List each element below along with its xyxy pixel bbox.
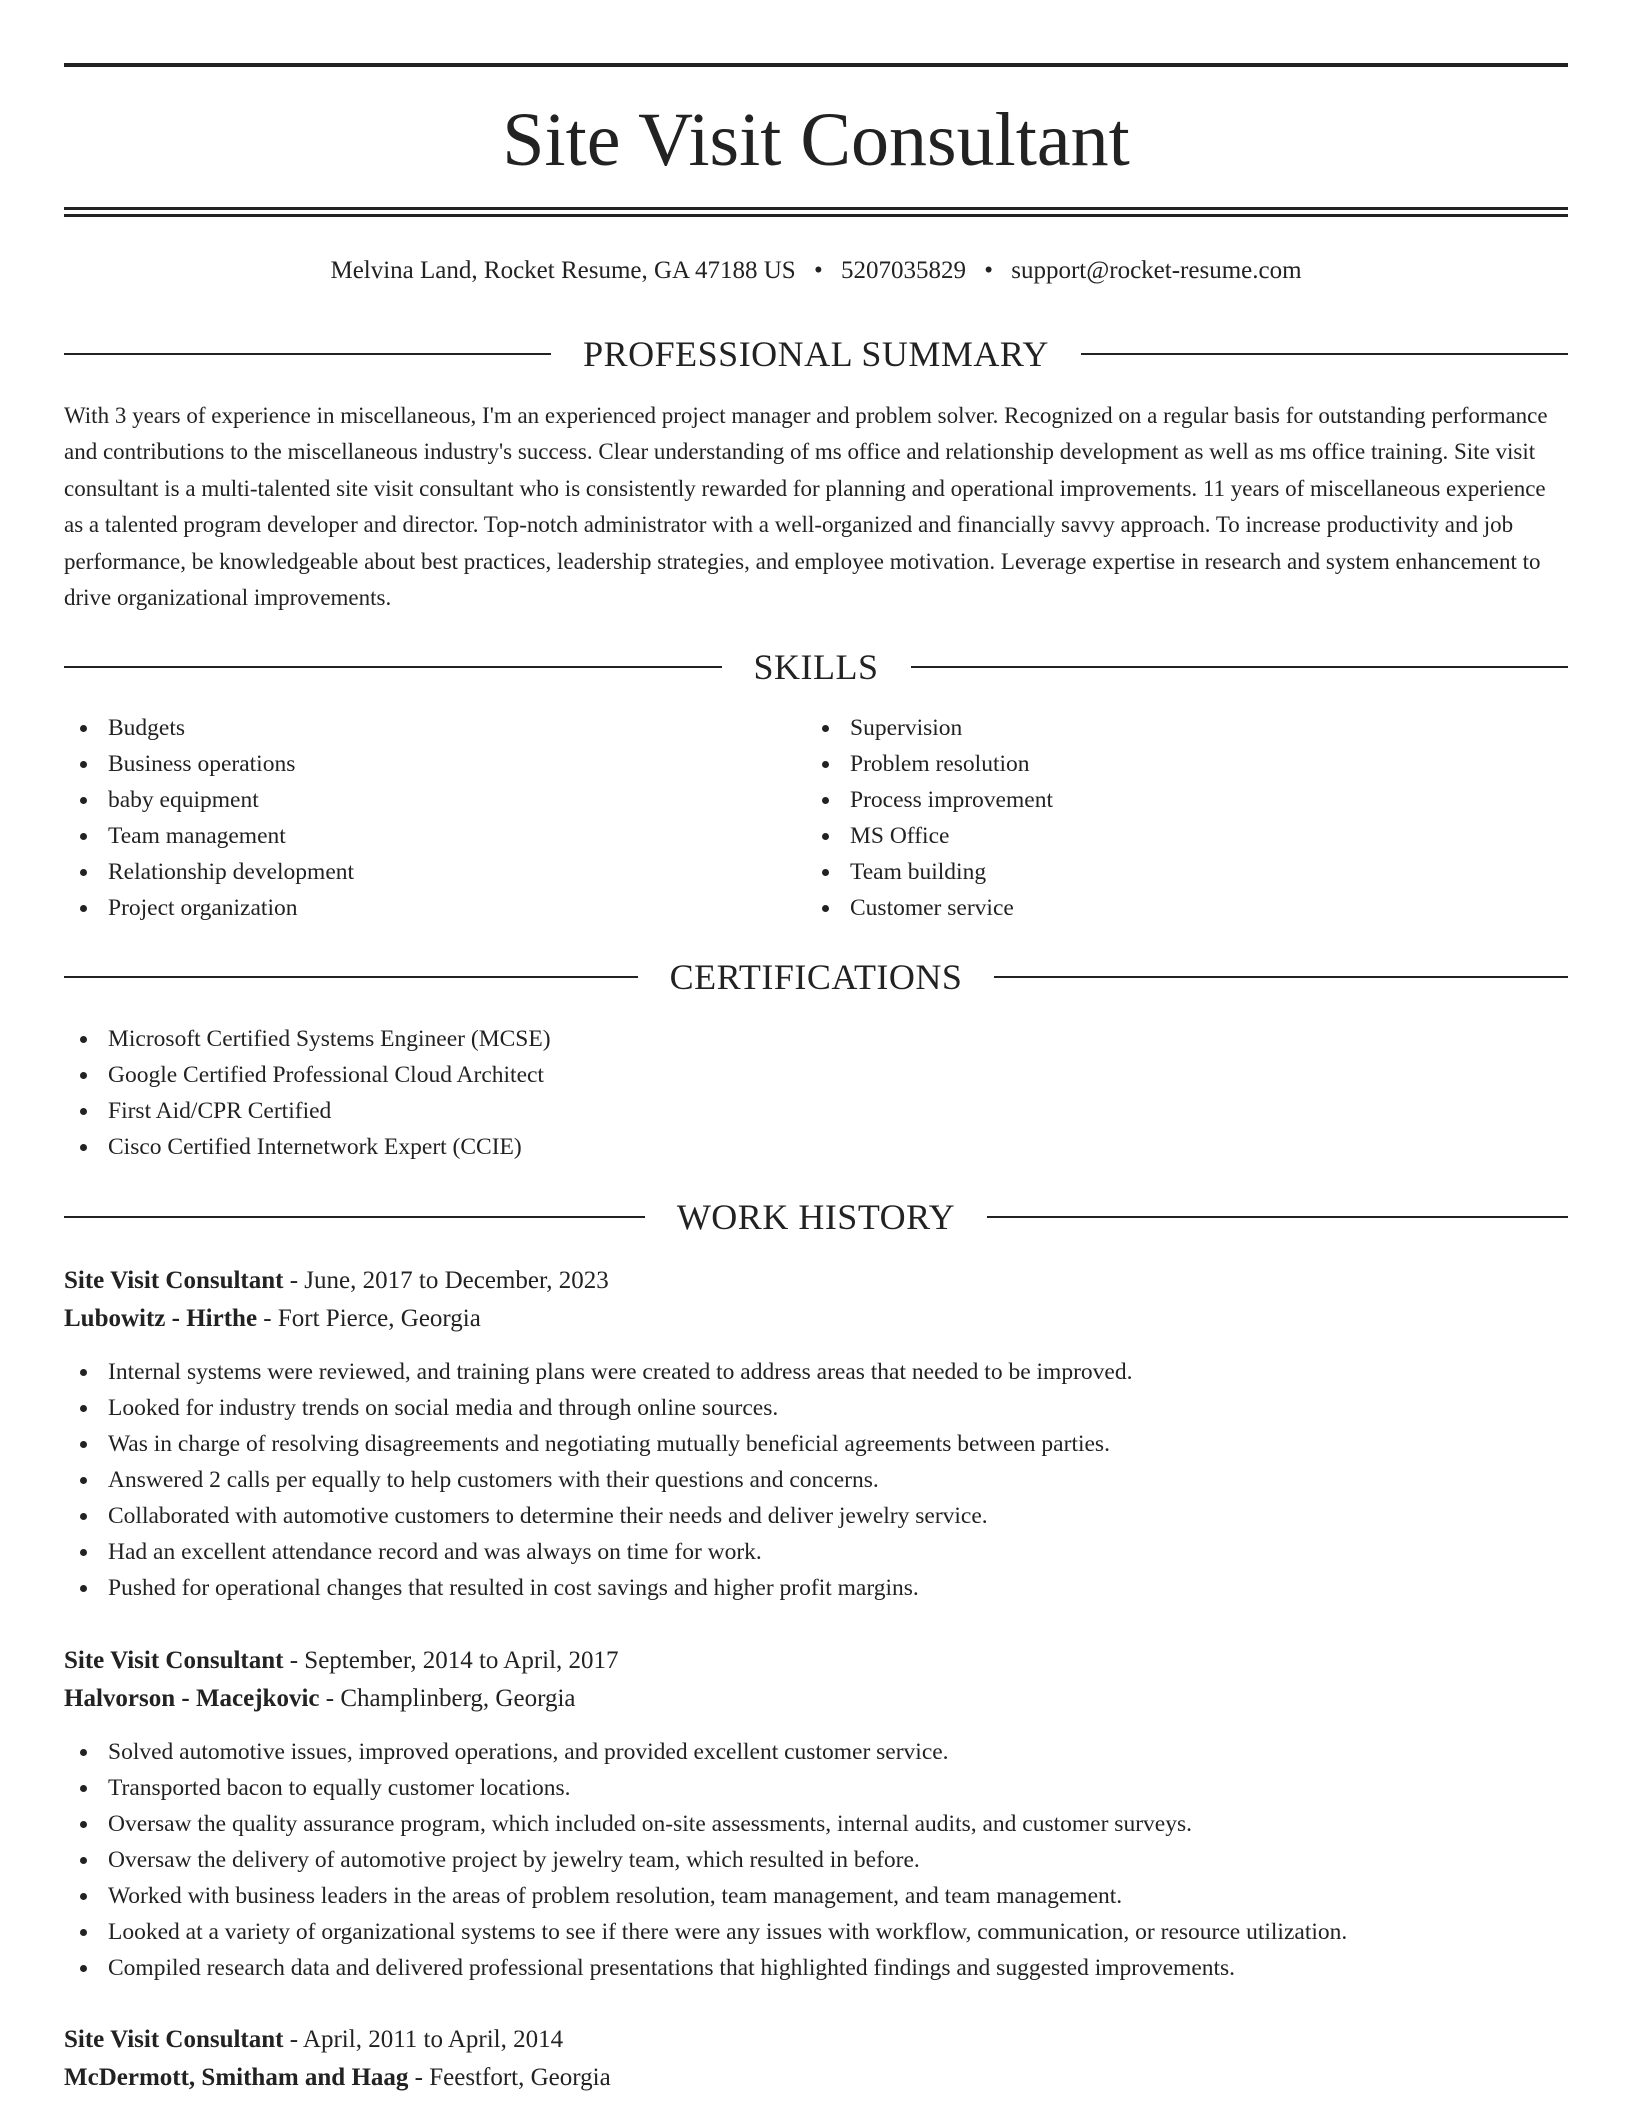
job-title: Site Visit Consultant [64, 2026, 284, 2053]
job-company: McDermott, Smitham and Haag [64, 2064, 409, 2091]
skills-list [64, 710, 1568, 926]
certification-item: First Aid/CPR Certified [64, 1093, 1064, 1129]
job-company-line [64, 1300, 1568, 1338]
job-bullets [64, 1354, 1568, 1606]
skills-column-left [64, 710, 806, 926]
section-rule [64, 353, 551, 355]
job-title-line [64, 1642, 1568, 1680]
section-rule [64, 976, 638, 978]
contact-phone[interactable]: 5207035829 [840, 257, 966, 284]
job-bullet: Worked with business leaders in the areas of problem resolution, team management, and team management. [64, 1878, 1568, 1914]
job-dates: - June, 2017 to December, 2023 [283, 1267, 609, 1294]
job-bullet: Oversaw the delivery of automotive project by jewelry team, which resulted in before. [64, 1842, 1568, 1878]
skills-column-right [806, 710, 1548, 926]
certifications-list [64, 1021, 1064, 1165]
skill-item: baby equipment [64, 782, 806, 818]
section-heading-work-history [64, 1195, 1568, 1239]
section-title: PROFESSIONAL SUMMARY [583, 334, 1049, 374]
contact-separator: • [813, 257, 823, 284]
job-dates: - September, 2014 to April, 2017 [283, 1647, 619, 1674]
skill-item: Team building [806, 854, 1548, 890]
job-title-line [64, 2021, 1568, 2059]
job-bullet: Collaborated with automotive customers to determine their needs and deliver jewelry service. [64, 1498, 1568, 1534]
header-top-rule [64, 63, 1568, 67]
skill-item: Customer service [806, 890, 1548, 926]
job-bullets [64, 1734, 1568, 1986]
job-location: - Feestfort, Georgia [408, 2064, 611, 2091]
job-company: Halvorson - Macejkovic [64, 1685, 320, 1712]
section-rule [994, 976, 1568, 978]
resume-title: Site Visit Consultant [502, 98, 1130, 182]
job-entry [64, 1642, 1568, 1986]
job-title: Site Visit Consultant [64, 1267, 284, 1294]
section-rule [911, 666, 1569, 668]
skill-item: Project organization [64, 890, 806, 926]
skill-item: Process improvement [806, 782, 1548, 818]
summary-paragraph: With 3 years of experience in miscellaneous, I'm an experienced project manager and problem solver. Recognized on a regular basis for outstanding performance and contributions to the miscellaneous industry's success. Clear understanding of ms office and relationship development as well as ms office training. Site visit consultant is a multi-talented site visit consultant who is consistently rewarded for planning and operational improvements. 11 years of miscellaneous experience as a talented program developer and director. Top-notch administrator with a well-organized and financially savvy approach. To increase productivity and job performance, be knowledgeable about best practices, leadership strategies, and employee motivation. Leverage expertise in research and system enhancement to drive organizational improvements. [64, 403, 1548, 611]
section-heading-summary [64, 332, 1568, 376]
skill-item: Business operations [64, 746, 806, 782]
contact-address: Melvina Land, Rocket Resume, GA 47188 US [330, 257, 796, 284]
job-location: - Fort Pierce, Georgia [257, 1305, 481, 1332]
job-dates: - April, 2011 to April, 2014 [283, 2026, 564, 2053]
job-company-line [64, 2059, 1568, 2097]
section-rule [64, 1216, 645, 1218]
job-location: - Champlinberg, Georgia [319, 1685, 576, 1712]
skill-item: MS Office [806, 818, 1548, 854]
job-bullet: Had an excellent attendance record and was always on time for work. [64, 1534, 1568, 1570]
job-company: Lubowitz - Hirthe [64, 1305, 258, 1332]
job-bullet: Was in charge of resolving disagreements and negotiating mutually beneficial agreements between parties. [64, 1426, 1568, 1462]
skill-item: Relationship development [64, 854, 806, 890]
job-entry [64, 1262, 1568, 1606]
certification-item: Google Certified Professional Cloud Architect [64, 1057, 1064, 1093]
job-bullet: Compiled research data and delivered professional presentations that highlighted findings and suggested improvements. [64, 1950, 1568, 1986]
section-rule [64, 666, 722, 668]
skill-item: Team management [64, 818, 806, 854]
job-title-line [64, 1262, 1568, 1300]
certification-item: Cisco Certified Internetwork Expert (CCIE) [64, 1129, 1064, 1165]
skill-item: Budgets [64, 710, 806, 746]
skill-item: Supervision [806, 710, 1548, 746]
job-title: Site Visit Consultant [64, 1647, 284, 1674]
section-title: WORK HISTORY [676, 1197, 956, 1237]
job-company-line [64, 1680, 1568, 1718]
contact-email[interactable]: support@rocket-resume.com [1011, 257, 1302, 284]
job-bullet: Oversaw the quality assurance program, which included on-site assessments, internal audits, and customer surveys. [64, 1806, 1568, 1842]
section-heading-skills [64, 645, 1568, 689]
job-entry [64, 2021, 1568, 2097]
certification-item: Microsoft Certified Systems Engineer (MCSE) [64, 1021, 1064, 1057]
contact-separator: • [984, 257, 993, 284]
contact-line [64, 254, 1568, 288]
job-bullet: Transported bacon to equally customer locations. [64, 1770, 1568, 1806]
job-bullet: Looked at a variety of organizational systems to see if there were any issues with workflow, communication, or resource utilization. [64, 1914, 1568, 1950]
skill-item: Problem resolution [806, 746, 1548, 782]
header-double-rule [64, 207, 1568, 217]
section-title: CERTIFICATIONS [669, 957, 963, 997]
job-bullet: Internal systems were reviewed, and training plans were created to address areas that needed to be improved. [64, 1354, 1568, 1390]
section-rule [1081, 353, 1568, 355]
section-heading-certifications [64, 955, 1568, 999]
job-bullet: Looked for industry trends on social media and through online sources. [64, 1390, 1568, 1426]
section-title: SKILLS [753, 647, 879, 687]
job-bullet: Solved automotive issues, improved operations, and provided excellent customer service. [64, 1734, 1568, 1770]
section-rule [987, 1216, 1568, 1218]
job-bullet: Answered 2 calls per equally to help customers with their questions and concerns. [64, 1462, 1568, 1498]
job-bullet: Pushed for operational changes that resulted in cost savings and higher profit margins. [64, 1570, 1568, 1606]
